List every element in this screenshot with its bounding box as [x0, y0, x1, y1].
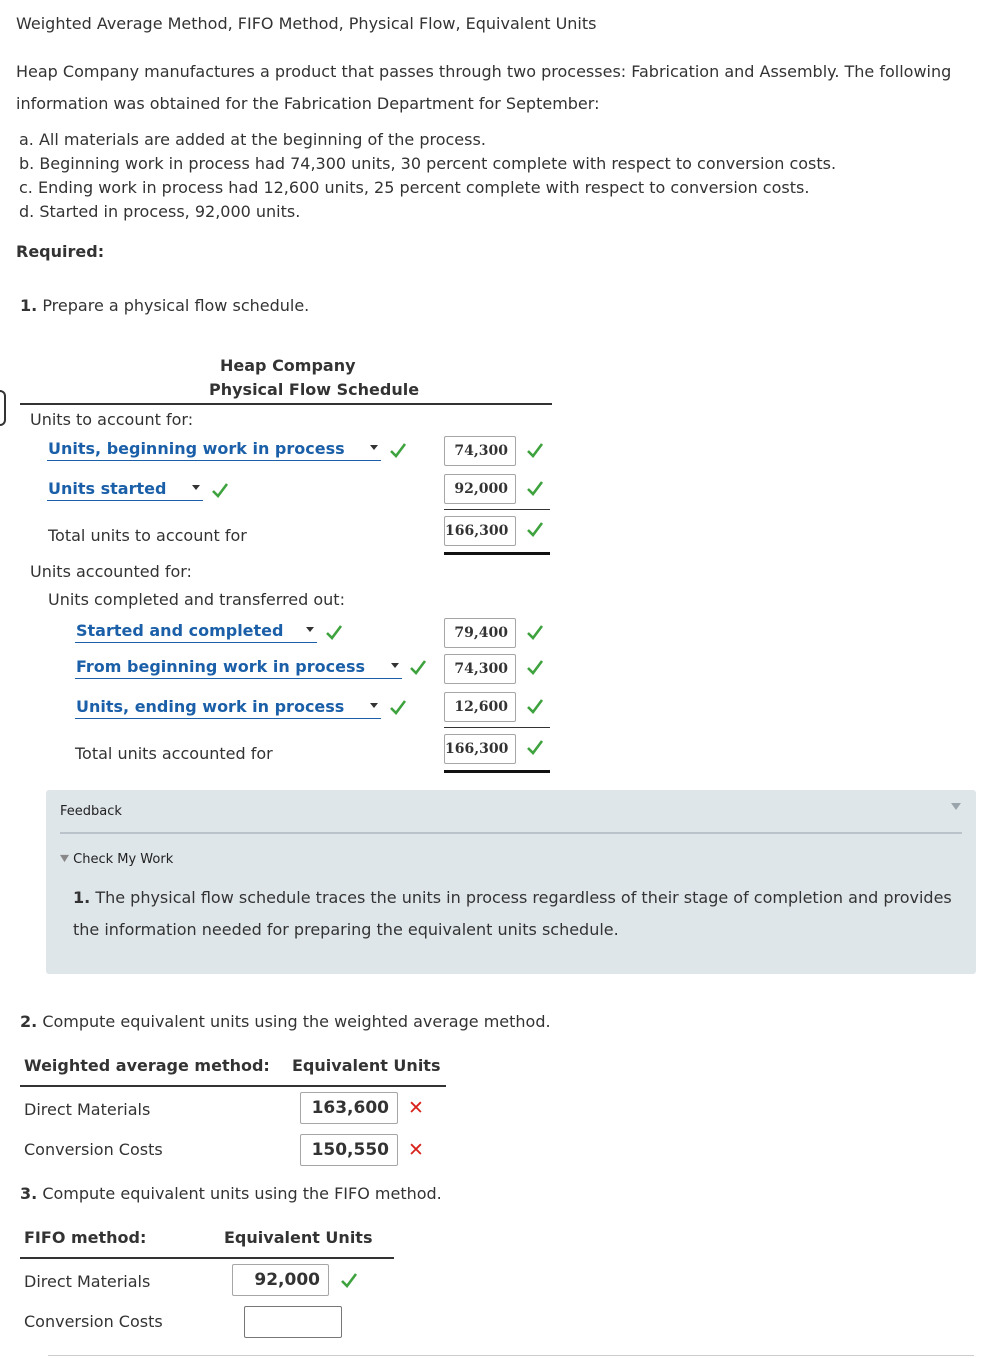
check-icon — [526, 479, 544, 497]
check-icon — [526, 441, 544, 459]
check-icon — [211, 481, 229, 499]
schedule-company: Heap Company — [220, 356, 356, 375]
question-1-number: 1. — [20, 296, 38, 315]
q2-dm-label: Direct Materials — [24, 1100, 151, 1119]
intro-line-1: Heap Company manufactures a product that passes through two processes: Fabrication and Assembly. The following — [16, 62, 952, 81]
q3-header-rule — [20, 1257, 394, 1259]
feedback-text-line-2: the information needed for preparing the equivalent units schedule. — [73, 920, 619, 939]
schedule-title: Physical Flow Schedule — [209, 380, 420, 399]
weighted-eu-header: Equivalent Units — [292, 1056, 441, 1075]
q2-cc-label: Conversion Costs — [24, 1140, 163, 1159]
total-double-rule — [444, 770, 550, 773]
fifo-eu-header: Equivalent Units — [224, 1228, 373, 1247]
question-2 — [20, 1012, 551, 1031]
required-heading: Required: — [16, 242, 105, 261]
dropdown-arrow-icon — [368, 441, 380, 453]
end-wip-input[interactable]: 12,600 — [444, 692, 516, 722]
q2-dm-input[interactable]: 163,600 — [300, 1092, 398, 1124]
feedback-label: Feedback — [60, 804, 122, 819]
incorrect-x-icon: ✕ — [408, 1097, 424, 1119]
incorrect-x-icon: ✕ — [408, 1139, 424, 1161]
question-3-number: 3. — [20, 1184, 38, 1203]
dropdown-arrow-icon — [304, 623, 316, 635]
from-beg-wip-select-value: From beginning work in process — [76, 657, 365, 676]
triangle-down-icon — [60, 854, 69, 863]
check-icon — [526, 520, 544, 538]
check-icon — [409, 658, 427, 676]
from-beg-wip-input[interactable]: 74,300 — [444, 654, 516, 684]
q3-dm-label: Direct Materials — [24, 1272, 151, 1291]
check-my-work-toggle[interactable] — [60, 852, 173, 867]
info-item-a: a. All materials are added at the beginning of the process. — [19, 130, 486, 149]
check-icon — [526, 658, 544, 676]
info-item-d: d. Started in process, 92,000 units. — [19, 202, 301, 221]
units-completed-label: Units completed and transferred out: — [48, 590, 345, 609]
dropdown-arrow-icon — [368, 699, 380, 711]
beg-wip-select[interactable] — [47, 438, 381, 461]
started-completed-select-value: Started and completed — [76, 621, 284, 640]
question-3 — [20, 1184, 442, 1203]
subtotal-rule — [444, 727, 550, 728]
question-1 — [20, 296, 309, 315]
question-2-text: Compute equivalent units using the weighted average method. — [42, 1012, 551, 1031]
end-wip-select-value: Units, ending work in process — [76, 697, 345, 716]
bottom-divider — [48, 1355, 974, 1356]
feedback-text-line-1 — [73, 888, 952, 907]
feedback-text-1: The physical flow schedule traces the units in process regardless of their stage of completion and provides — [95, 888, 952, 907]
feedback-number: 1. — [73, 888, 91, 907]
check-icon — [526, 623, 544, 641]
intro-line-2: information was obtained for the Fabrication Department for September: — [16, 94, 600, 113]
question-3-text: Compute equivalent units using the FIFO method. — [42, 1184, 442, 1203]
side-tab-marker — [0, 390, 6, 426]
total-accounted-label: Total units accounted for — [75, 744, 273, 763]
feedback-panel — [46, 790, 976, 974]
q3-cc-label: Conversion Costs — [24, 1312, 163, 1331]
units-started-select-value: Units started — [48, 479, 167, 498]
q2-cc-input[interactable]: 150,550 — [300, 1134, 398, 1166]
total-to-account-input[interactable]: 166,300 — [444, 516, 516, 546]
total-double-rule — [444, 552, 550, 555]
dropdown-arrow-icon — [190, 481, 202, 493]
check-icon — [526, 738, 544, 756]
units-to-account-label: Units to account for: — [30, 410, 194, 429]
started-completed-input[interactable]: 79,400 — [444, 618, 516, 648]
check-icon — [389, 441, 407, 459]
started-completed-select[interactable] — [75, 620, 317, 643]
end-wip-select[interactable] — [75, 696, 381, 719]
collapse-arrow-icon[interactable] — [950, 800, 962, 812]
feedback-divider — [60, 832, 962, 834]
q3-cc-input[interactable] — [244, 1306, 342, 1338]
beg-wip-input[interactable]: 74,300 — [444, 436, 516, 466]
units-accounted-label: Units accounted for: — [30, 562, 192, 581]
beg-wip-select-value: Units, beginning work in process — [48, 439, 345, 458]
check-icon — [340, 1271, 358, 1289]
check-icon — [389, 698, 407, 716]
dropdown-arrow-icon — [389, 659, 401, 671]
subtotal-rule — [444, 509, 550, 510]
from-beg-wip-select[interactable] — [75, 656, 402, 679]
page-title: Weighted Average Method, FIFO Method, Physical Flow, Equivalent Units — [16, 14, 597, 33]
fifo-method-label: FIFO method: — [24, 1228, 147, 1247]
check-my-work-label: Check My Work — [73, 852, 174, 867]
schedule-header-rule — [20, 403, 552, 405]
total-accounted-input[interactable]: 166,300 — [444, 734, 516, 764]
info-item-c: c. Ending work in process had 12,600 units, 25 percent complete with respect to conversion costs. — [19, 178, 810, 197]
question-1-text: Prepare a physical flow schedule. — [42, 296, 310, 315]
check-icon — [325, 623, 343, 641]
q2-header-rule — [20, 1085, 446, 1087]
question-2-number: 2. — [20, 1012, 38, 1031]
check-icon — [526, 697, 544, 715]
units-started-input[interactable]: 92,000 — [444, 474, 516, 504]
weighted-method-label: Weighted average method: — [24, 1056, 270, 1075]
total-to-account-label: Total units to account for — [48, 526, 247, 545]
q3-dm-input[interactable]: 92,000 — [232, 1264, 329, 1296]
info-item-b: b. Beginning work in process had 74,300 units, 30 percent complete with respect to conversion costs. — [19, 154, 837, 173]
units-started-select[interactable] — [47, 478, 203, 501]
